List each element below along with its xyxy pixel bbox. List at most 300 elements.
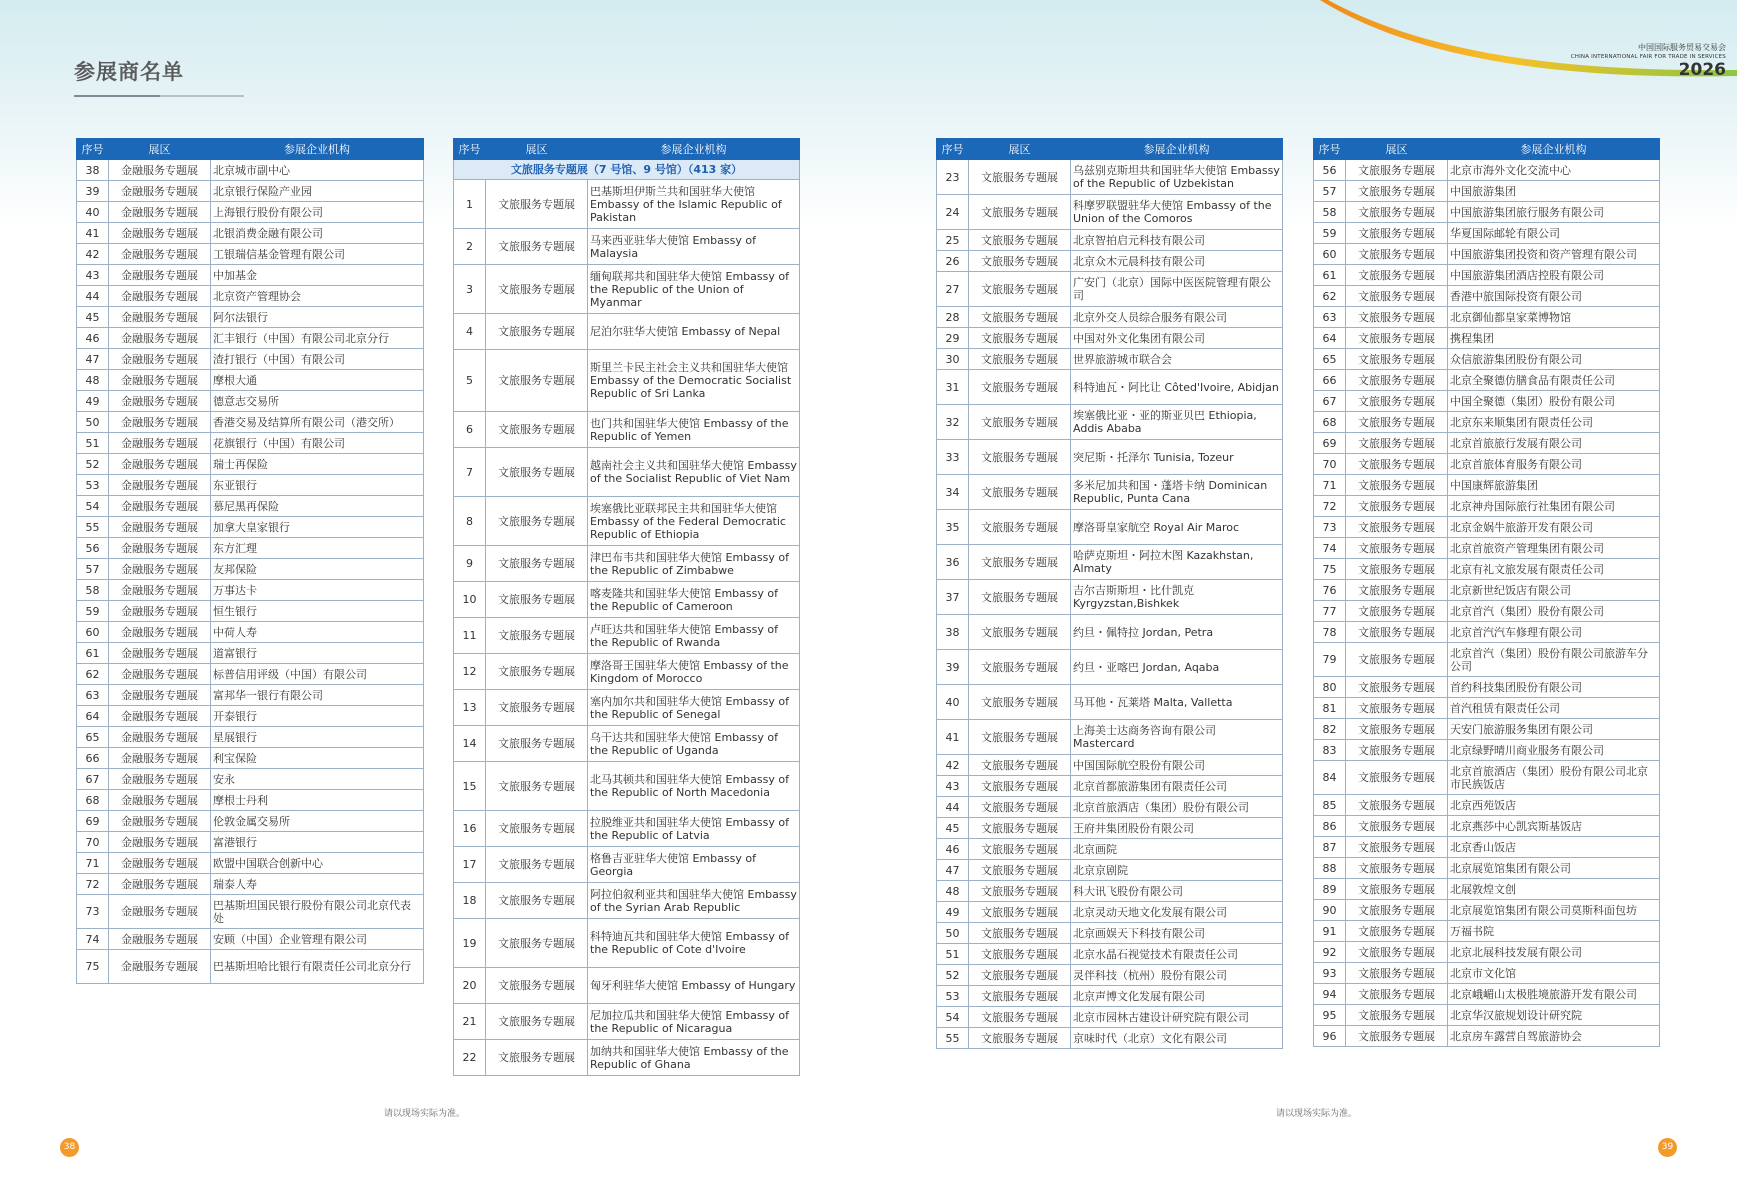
table-row bbox=[77, 874, 424, 895]
row-zone: 金融服务专题展 bbox=[109, 832, 211, 853]
row-zone: 文旅服务专题展 bbox=[1346, 837, 1448, 858]
row-number: 18 bbox=[454, 883, 486, 919]
row-zone: 文旅服务专题展 bbox=[969, 685, 1071, 720]
table-row bbox=[77, 622, 424, 643]
row-zone: 文旅服务专题展 bbox=[486, 1040, 588, 1076]
row-organization: 汇丰银行（中国）有限公司北京分行 bbox=[211, 328, 424, 349]
row-number: 52 bbox=[937, 965, 969, 986]
row-organization: 道富银行 bbox=[211, 643, 424, 664]
row-organization: 拉脱维亚共和国驻华大使馆 Embassy of the Republic of Latvia bbox=[588, 811, 800, 847]
row-number: 3 bbox=[454, 265, 486, 314]
table-row bbox=[77, 643, 424, 664]
row-organization: 北京首旅酒店（集团）股份有限公司北京市民族饭店 bbox=[1448, 761, 1660, 795]
table-row bbox=[937, 545, 1283, 580]
row-organization: 富邦华一银行有限公司 bbox=[211, 685, 424, 706]
row-zone: 文旅服务专题展 bbox=[969, 923, 1071, 944]
row-number: 69 bbox=[1314, 433, 1346, 454]
row-number: 40 bbox=[77, 202, 109, 223]
col-header-no: 序号 bbox=[1314, 139, 1346, 160]
row-organization: 马耳他・瓦莱塔 Malta, Valletta bbox=[1071, 685, 1283, 720]
table-row bbox=[77, 832, 424, 853]
row-organization: 摩洛哥王国驻华大使馆 Embassy of the Kingdom of Morocco bbox=[588, 654, 800, 690]
row-zone: 金融服务专题展 bbox=[109, 874, 211, 895]
row-zone: 文旅服务专题展 bbox=[1346, 202, 1448, 223]
row-zone: 金融服务专题展 bbox=[109, 475, 211, 496]
row-zone: 文旅服务专题展 bbox=[969, 251, 1071, 272]
row-zone: 文旅服务专题展 bbox=[1346, 181, 1448, 202]
row-zone: 文旅服务专题展 bbox=[1346, 244, 1448, 265]
row-organization: 北京燕莎中心凯宾斯基饭店 bbox=[1448, 816, 1660, 837]
row-zone: 金融服务专题展 bbox=[109, 454, 211, 475]
row-zone: 文旅服务专题展 bbox=[486, 883, 588, 919]
row-zone: 文旅服务专题展 bbox=[486, 265, 588, 314]
row-organization: 科特迪瓦共和国驻华大使馆 Embassy of the Republic of Cote d'Ivoire bbox=[588, 919, 800, 968]
row-number: 46 bbox=[937, 839, 969, 860]
table-row bbox=[77, 601, 424, 622]
table-row bbox=[454, 726, 800, 762]
row-zone: 金融服务专题展 bbox=[109, 538, 211, 559]
row-zone: 文旅服务专题展 bbox=[1346, 921, 1448, 942]
row-zone: 文旅服务专题展 bbox=[486, 690, 588, 726]
row-zone: 金融服务专题展 bbox=[109, 601, 211, 622]
row-organization: 首约科技集团股份有限公司 bbox=[1448, 677, 1660, 698]
row-zone: 文旅服务专题展 bbox=[969, 986, 1071, 1007]
row-organization: 北京香山饭店 bbox=[1448, 837, 1660, 858]
row-zone: 文旅服务专题展 bbox=[1346, 740, 1448, 761]
row-organization: 北京银行保险产业园 bbox=[211, 181, 424, 202]
row-zone: 文旅服务专题展 bbox=[1346, 223, 1448, 244]
table-row bbox=[1314, 412, 1660, 433]
page-title: 参展商名单 bbox=[74, 60, 184, 84]
row-number: 30 bbox=[937, 349, 969, 370]
row-number: 56 bbox=[1314, 160, 1346, 181]
exhibitor-table-3 bbox=[936, 138, 1283, 1049]
row-number: 68 bbox=[77, 790, 109, 811]
row-number: 67 bbox=[1314, 391, 1346, 412]
row-zone: 文旅服务专题展 bbox=[1346, 391, 1448, 412]
row-zone: 文旅服务专题展 bbox=[1346, 1005, 1448, 1026]
row-number: 52 bbox=[77, 454, 109, 475]
row-number: 46 bbox=[77, 328, 109, 349]
row-organization: 北京绿野晴川商业服务有限公司 bbox=[1448, 740, 1660, 761]
table-row bbox=[454, 1040, 800, 1076]
table-row bbox=[77, 664, 424, 685]
page-number-left: 38 bbox=[60, 1138, 79, 1157]
row-zone: 文旅服务专题展 bbox=[486, 762, 588, 811]
table-row bbox=[937, 860, 1283, 881]
row-number: 25 bbox=[937, 230, 969, 251]
row-zone: 文旅服务专题展 bbox=[969, 615, 1071, 650]
row-organization: 慕尼黑再保险 bbox=[211, 496, 424, 517]
row-number: 73 bbox=[77, 895, 109, 929]
table-row bbox=[454, 546, 800, 582]
table-row bbox=[77, 307, 424, 328]
row-organization: 也门共和国驻华大使馆 Embassy of the Republic of Yemen bbox=[588, 412, 800, 448]
row-zone: 文旅服务专题展 bbox=[969, 160, 1071, 195]
row-organization: 乌干达共和国驻华大使馆 Embassy of the Republic of Uganda bbox=[588, 726, 800, 762]
row-zone: 金融服务专题展 bbox=[109, 328, 211, 349]
row-zone: 金融服务专题展 bbox=[109, 769, 211, 790]
row-zone: 金融服务专题展 bbox=[109, 950, 211, 984]
row-zone: 文旅服务专题展 bbox=[486, 180, 588, 229]
table-row bbox=[1314, 328, 1660, 349]
row-number: 84 bbox=[1314, 761, 1346, 795]
table-row bbox=[77, 286, 424, 307]
row-zone: 文旅服务专题展 bbox=[969, 902, 1071, 923]
row-zone: 文旅服务专题展 bbox=[1346, 265, 1448, 286]
table-row bbox=[454, 350, 800, 412]
table-row bbox=[937, 370, 1283, 405]
row-zone: 文旅服务专题展 bbox=[486, 618, 588, 654]
row-number: 75 bbox=[1314, 559, 1346, 580]
row-number: 76 bbox=[1314, 580, 1346, 601]
row-number: 77 bbox=[1314, 601, 1346, 622]
row-number: 17 bbox=[454, 847, 486, 883]
row-zone: 文旅服务专题展 bbox=[486, 546, 588, 582]
table-row bbox=[77, 748, 424, 769]
row-zone: 文旅服务专题展 bbox=[486, 350, 588, 412]
table-row bbox=[454, 762, 800, 811]
row-zone: 文旅服务专题展 bbox=[1346, 433, 1448, 454]
row-zone: 文旅服务专题展 bbox=[1346, 816, 1448, 837]
table-row bbox=[1314, 202, 1660, 223]
table-row bbox=[454, 919, 800, 968]
row-zone: 文旅服务专题展 bbox=[969, 755, 1071, 776]
row-organization: 北京全聚德仿膳食品有限责任公司 bbox=[1448, 370, 1660, 391]
row-number: 66 bbox=[77, 748, 109, 769]
row-organization: 加纳共和国驻华大使馆 Embassy of the Republic of Ghana bbox=[588, 1040, 800, 1076]
row-zone: 文旅服务专题展 bbox=[1346, 559, 1448, 580]
table-row bbox=[937, 650, 1283, 685]
table-row bbox=[1314, 391, 1660, 412]
table-row bbox=[77, 454, 424, 475]
row-organization: 中国国际航空股份有限公司 bbox=[1071, 755, 1283, 776]
table-row bbox=[937, 328, 1283, 349]
table-row bbox=[937, 615, 1283, 650]
row-zone: 文旅服务专题展 bbox=[486, 314, 588, 350]
row-number: 38 bbox=[77, 160, 109, 181]
row-organization: 北京首旅体育服务有限公司 bbox=[1448, 454, 1660, 475]
row-number: 71 bbox=[77, 853, 109, 874]
row-zone: 文旅服务专题展 bbox=[1346, 622, 1448, 643]
row-number: 43 bbox=[77, 265, 109, 286]
row-zone: 金融服务专题展 bbox=[109, 664, 211, 685]
row-zone: 文旅服务专题展 bbox=[969, 195, 1071, 230]
row-zone: 文旅服务专题展 bbox=[1346, 643, 1448, 677]
row-organization: 北京市海外文化交流中心 bbox=[1448, 160, 1660, 181]
table-row bbox=[1314, 1026, 1660, 1047]
table-row bbox=[77, 412, 424, 433]
col-header-no: 序号 bbox=[77, 139, 109, 160]
row-number: 70 bbox=[1314, 454, 1346, 475]
row-number: 64 bbox=[1314, 328, 1346, 349]
row-zone: 金融服务专题展 bbox=[109, 244, 211, 265]
table-row bbox=[1314, 795, 1660, 816]
row-organization: 巴基斯坦伊斯兰共和国驻华大使馆 Embassy of the Islamic Republic of Pakistan bbox=[588, 180, 800, 229]
row-number: 13 bbox=[454, 690, 486, 726]
row-number: 59 bbox=[1314, 223, 1346, 244]
row-zone: 金融服务专题展 bbox=[109, 727, 211, 748]
row-number: 91 bbox=[1314, 921, 1346, 942]
row-zone: 金融服务专题展 bbox=[109, 853, 211, 874]
row-organization: 携程集团 bbox=[1448, 328, 1660, 349]
row-zone: 文旅服务专题展 bbox=[486, 412, 588, 448]
row-number: 80 bbox=[1314, 677, 1346, 698]
table-row bbox=[77, 559, 424, 580]
table-row bbox=[77, 181, 424, 202]
row-number: 92 bbox=[1314, 942, 1346, 963]
row-zone: 文旅服务专题展 bbox=[486, 968, 588, 1004]
row-number: 69 bbox=[77, 811, 109, 832]
row-organization: 中国对外文化集团有限公司 bbox=[1071, 328, 1283, 349]
row-zone: 文旅服务专题展 bbox=[969, 307, 1071, 328]
table-row bbox=[1314, 921, 1660, 942]
row-organization: 北京有礼文旅发展有限责任公司 bbox=[1448, 559, 1660, 580]
table-row bbox=[1314, 858, 1660, 879]
row-number: 19 bbox=[454, 919, 486, 968]
table-row bbox=[1314, 900, 1660, 921]
row-number: 66 bbox=[1314, 370, 1346, 391]
col-header-no: 序号 bbox=[454, 139, 486, 160]
row-zone: 文旅服务专题展 bbox=[969, 440, 1071, 475]
table-row bbox=[1314, 223, 1660, 244]
row-number: 73 bbox=[1314, 517, 1346, 538]
row-organization: 卢旺达共和国驻华大使馆 Embassy of the Republic of Rwanda bbox=[588, 618, 800, 654]
row-organization: 摩根士丹利 bbox=[211, 790, 424, 811]
row-zone: 文旅服务专题展 bbox=[486, 448, 588, 497]
table-row bbox=[77, 769, 424, 790]
title-underline bbox=[74, 95, 244, 97]
row-zone: 文旅服务专题展 bbox=[969, 230, 1071, 251]
row-zone: 文旅服务专题展 bbox=[486, 582, 588, 618]
table-row bbox=[454, 229, 800, 265]
row-organization: 北京市园林古建设计研究院有限公司 bbox=[1071, 1007, 1283, 1028]
row-zone: 文旅服务专题展 bbox=[969, 1007, 1071, 1028]
table-row bbox=[454, 690, 800, 726]
table-row bbox=[1314, 265, 1660, 286]
row-number: 78 bbox=[1314, 622, 1346, 643]
row-number: 7 bbox=[454, 448, 486, 497]
row-organization: 瑞士再保险 bbox=[211, 454, 424, 475]
table-row bbox=[1314, 622, 1660, 643]
row-zone: 文旅服务专题展 bbox=[486, 726, 588, 762]
row-zone: 文旅服务专题展 bbox=[486, 654, 588, 690]
row-number: 20 bbox=[454, 968, 486, 1004]
table-row bbox=[1314, 580, 1660, 601]
table-row bbox=[937, 510, 1283, 545]
row-number: 87 bbox=[1314, 837, 1346, 858]
row-number: 71 bbox=[1314, 475, 1346, 496]
table-row bbox=[1314, 517, 1660, 538]
row-zone: 文旅服务专题展 bbox=[969, 818, 1071, 839]
row-number: 5 bbox=[454, 350, 486, 412]
row-organization: 科摩罗联盟驻华大使馆 Embassy of the Union of the Comoros bbox=[1071, 195, 1283, 230]
row-zone: 金融服务专题展 bbox=[109, 895, 211, 929]
row-number: 43 bbox=[937, 776, 969, 797]
row-organization: 花旗银行（中国）有限公司 bbox=[211, 433, 424, 454]
table-row bbox=[937, 986, 1283, 1007]
table-row bbox=[1314, 816, 1660, 837]
row-number: 21 bbox=[454, 1004, 486, 1040]
col-header-org: 参展企业机构 bbox=[1071, 139, 1283, 160]
table-row bbox=[937, 160, 1283, 195]
row-organization: 北京峨嵋山太极胜境旅游开发有限公司 bbox=[1448, 984, 1660, 1005]
row-organization: 北京首汽（集团）股份有限公司旅游车分公司 bbox=[1448, 643, 1660, 677]
exhibitor-table-2 bbox=[453, 138, 800, 1076]
row-number: 60 bbox=[1314, 244, 1346, 265]
logo-en: CHINA INTERNATIONAL FAIR FOR TRADE IN SERVICES bbox=[1570, 54, 1726, 60]
table-row bbox=[937, 965, 1283, 986]
row-number: 86 bbox=[1314, 816, 1346, 837]
table-row bbox=[454, 1004, 800, 1040]
row-organization: 塞内加尔共和国驻华大使馆 Embassy of the Republic of Senegal bbox=[588, 690, 800, 726]
row-zone: 文旅服务专题展 bbox=[1346, 984, 1448, 1005]
row-number: 70 bbox=[77, 832, 109, 853]
row-number: 65 bbox=[1314, 349, 1346, 370]
row-zone: 金融服务专题展 bbox=[109, 790, 211, 811]
row-number: 48 bbox=[937, 881, 969, 902]
row-organization: 北京市文化馆 bbox=[1448, 963, 1660, 984]
row-number: 37 bbox=[937, 580, 969, 615]
row-number: 63 bbox=[1314, 307, 1346, 328]
row-number: 26 bbox=[937, 251, 969, 272]
row-organization: 北京智拍启元科技有限公司 bbox=[1071, 230, 1283, 251]
row-number: 16 bbox=[454, 811, 486, 847]
row-zone: 金融服务专题展 bbox=[109, 517, 211, 538]
row-organization: 德意志交易所 bbox=[211, 391, 424, 412]
table-row bbox=[937, 307, 1283, 328]
row-zone: 金融服务专题展 bbox=[109, 223, 211, 244]
row-organization: 北京神舟国际旅行社集团有限公司 bbox=[1448, 496, 1660, 517]
row-zone: 金融服务专题展 bbox=[109, 265, 211, 286]
row-organization: 北京画院 bbox=[1071, 839, 1283, 860]
row-zone: 金融服务专题展 bbox=[109, 202, 211, 223]
row-organization: 北京画娱天下科技有限公司 bbox=[1071, 923, 1283, 944]
table-row bbox=[1314, 370, 1660, 391]
row-zone: 文旅服务专题展 bbox=[969, 1028, 1071, 1049]
table-row bbox=[77, 929, 424, 950]
row-zone: 文旅服务专题展 bbox=[1346, 879, 1448, 900]
row-organization: 北京展览馆集团有限公司莫斯科面包坊 bbox=[1448, 900, 1660, 921]
row-number: 58 bbox=[77, 580, 109, 601]
row-number: 27 bbox=[937, 272, 969, 307]
row-zone: 金融服务专题展 bbox=[109, 286, 211, 307]
row-number: 11 bbox=[454, 618, 486, 654]
row-number: 22 bbox=[454, 1040, 486, 1076]
row-organization: 安顾（中国）企业管理有限公司 bbox=[211, 929, 424, 950]
row-zone: 文旅服务专题展 bbox=[969, 475, 1071, 510]
row-number: 8 bbox=[454, 497, 486, 546]
row-number: 83 bbox=[1314, 740, 1346, 761]
row-organization: 北京首旅旅行发展有限公司 bbox=[1448, 433, 1660, 454]
row-organization: 喀麦隆共和国驻华大使馆 Embassy of the Republic of Cameroon bbox=[588, 582, 800, 618]
row-number: 53 bbox=[937, 986, 969, 1007]
row-organization: 中国旅游集团 bbox=[1448, 181, 1660, 202]
row-organization: 中国旅游集团投资和资产管理有限公司 bbox=[1448, 244, 1660, 265]
row-zone: 文旅服务专题展 bbox=[969, 349, 1071, 370]
row-zone: 金融服务专题展 bbox=[109, 748, 211, 769]
row-organization: 中国全聚德（集团）股份有限公司 bbox=[1448, 391, 1660, 412]
row-zone: 金融服务专题展 bbox=[109, 559, 211, 580]
row-organization: 埃塞俄比亚联邦民主共和国驻华大使馆 Embassy of the Federal Democratic Republic of Ethiopia bbox=[588, 497, 800, 546]
row-zone: 金融服务专题展 bbox=[109, 433, 211, 454]
col-header-zone: 展区 bbox=[109, 139, 211, 160]
row-organization: 中荷人寿 bbox=[211, 622, 424, 643]
row-number: 96 bbox=[1314, 1026, 1346, 1047]
row-zone: 文旅服务专题展 bbox=[969, 272, 1071, 307]
row-organization: 北京北展科技发展有限公司 bbox=[1448, 942, 1660, 963]
row-zone: 文旅服务专题展 bbox=[969, 328, 1071, 349]
row-zone: 文旅服务专题展 bbox=[1346, 454, 1448, 475]
table-row bbox=[454, 618, 800, 654]
table-row bbox=[1314, 984, 1660, 1005]
row-organization: 北京东来顺集团有限责任公司 bbox=[1448, 412, 1660, 433]
row-zone: 文旅服务专题展 bbox=[1346, 1026, 1448, 1047]
row-number: 72 bbox=[1314, 496, 1346, 517]
table-row bbox=[1314, 244, 1660, 265]
row-zone: 文旅服务专题展 bbox=[1346, 286, 1448, 307]
row-organization: 斯里兰卡民主社会主义共和国驻华大使馆 Embassy of the Democratic Socialist Republic of Sri Lanka bbox=[588, 350, 800, 412]
table-row bbox=[454, 314, 800, 350]
row-number: 57 bbox=[77, 559, 109, 580]
row-organization: 北京水晶石视觉技术有限责任公司 bbox=[1071, 944, 1283, 965]
table-row bbox=[454, 448, 800, 497]
table-row bbox=[77, 391, 424, 412]
row-zone: 文旅服务专题展 bbox=[1346, 795, 1448, 816]
table-row bbox=[937, 720, 1283, 755]
row-organization: 上海银行股份有限公司 bbox=[211, 202, 424, 223]
row-number: 49 bbox=[77, 391, 109, 412]
row-number: 41 bbox=[937, 720, 969, 755]
row-zone: 文旅服务专题展 bbox=[969, 776, 1071, 797]
table-row bbox=[1314, 643, 1660, 677]
row-organization: 缅甸联邦共和国驻华大使馆 Embassy of the Republic of the Union of Myanmar bbox=[588, 265, 800, 314]
table-row bbox=[937, 923, 1283, 944]
row-organization: 尼加拉瓜共和国驻华大使馆 Embassy of the Republic of Nicaragua bbox=[588, 1004, 800, 1040]
row-organization: 东方汇理 bbox=[211, 538, 424, 559]
row-organization: 北京首汽汽车修理有限公司 bbox=[1448, 622, 1660, 643]
row-organization: 尼泊尔驻华大使馆 Embassy of Nepal bbox=[588, 314, 800, 350]
row-organization: 北京御仙都皇家菜博物馆 bbox=[1448, 307, 1660, 328]
table-row bbox=[77, 853, 424, 874]
table-row bbox=[77, 433, 424, 454]
row-number: 40 bbox=[937, 685, 969, 720]
table-row bbox=[77, 244, 424, 265]
row-organization: 北展敦煌文创 bbox=[1448, 879, 1660, 900]
row-zone: 文旅服务专题展 bbox=[1346, 580, 1448, 601]
table-row bbox=[77, 202, 424, 223]
row-zone: 文旅服务专题展 bbox=[1346, 496, 1448, 517]
row-organization: 约旦・佩特拉 Jordan, Petra bbox=[1071, 615, 1283, 650]
row-number: 15 bbox=[454, 762, 486, 811]
row-number: 57 bbox=[1314, 181, 1346, 202]
row-organization: 标普信用评级（中国）有限公司 bbox=[211, 664, 424, 685]
row-organization: 加拿大皇家银行 bbox=[211, 517, 424, 538]
row-number: 38 bbox=[937, 615, 969, 650]
row-organization: 匈牙利驻华大使馆 Embassy of Hungary bbox=[588, 968, 800, 1004]
row-zone: 文旅服务专题展 bbox=[969, 797, 1071, 818]
row-number: 6 bbox=[454, 412, 486, 448]
row-organization: 北京京剧院 bbox=[1071, 860, 1283, 881]
row-organization: 中国旅游集团旅行服务有限公司 bbox=[1448, 202, 1660, 223]
row-number: 45 bbox=[77, 307, 109, 328]
row-number: 4 bbox=[454, 314, 486, 350]
table-row bbox=[937, 475, 1283, 510]
row-zone: 金融服务专题展 bbox=[109, 391, 211, 412]
row-organization: 香港交易及结算所有限公司（港交所） bbox=[211, 412, 424, 433]
row-zone: 金融服务专题展 bbox=[109, 643, 211, 664]
row-number: 55 bbox=[77, 517, 109, 538]
